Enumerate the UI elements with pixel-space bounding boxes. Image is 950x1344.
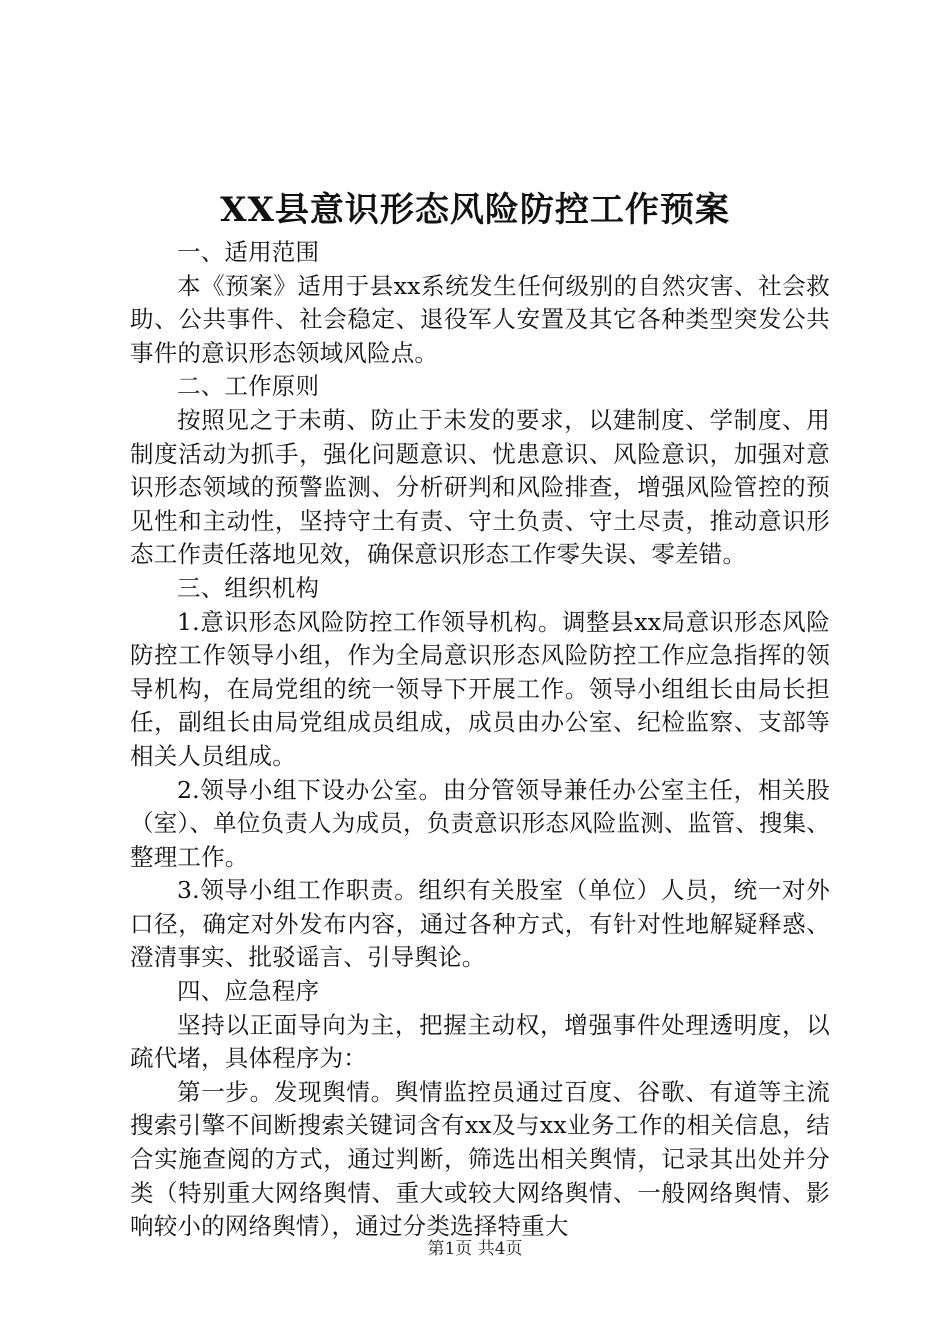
section-heading: 三、组织机构 <box>177 573 320 602</box>
paragraph: 3.领导小组工作职责。组织有关股室（单位）人员，统一对外口径，确定对外发布内容，通过各种方式，有针对性地解疑释惑、澄清事实、批驳谣言、引导舆论。 <box>130 876 830 972</box>
paragraph: 按照见之于未萌、防止于未发的要求，以建制度、学制度、用制度活动为抓手，强化问题意识、忧患意识、风险意识，加强对意识形态领域的预警监测、分析研判和风险排查，增强风险管控的预见性和主动性，坚持守土有责、守土负责、守土尽责，推动意识形态工作责任落地见效，确保意识形态工作零失误、零差错。 <box>130 405 830 569</box>
paragraph: 第一步。发现舆情。舆情监控员通过百度、谷歌、有道等主流搜索引擎不间断搜索关键词含有xx及与xx业务工作的相关信息，结合实施查阅的方式，通过判断，筛选出相关舆情，记录其出处并分类（特别重大网络舆情、重大或较大网络舆情、一般网络舆情、影响较小的网络舆情），通过分类选择特重大 <box>130 1077 830 1241</box>
paragraph: 2.领导小组下设办公室。由分管领导兼任办公室主任，相关股（室）、单位负责人为成员，负责意识形态风险监测、监管、搜集、整理工作。 <box>130 775 830 871</box>
paragraph: 坚持以正面导向为主，把握主动权，增强事件处理透明度，以疏代堵，具体程序为： <box>130 1010 830 1073</box>
section-heading: 一、适用范围 <box>177 238 320 266</box>
paragraph: 1.意识形态风险防控工作领导机构。调整县xx局意识形态风险防控工作领导小组，作为全局意识形态风险防控工作应急指挥的领导机构，在局党组的统一领导下开展工作。领导小组组长由局长担任，副组长由局党组成员组成，成员由办公室、纪检监察、支部等相关人员组成。 <box>130 607 830 770</box>
document-title: XX县意识形态风险防控工作预案 <box>220 190 730 230</box>
paragraph: 本《预案》适用于县xx系统发生任何级别的自然灾害、社会救助、公共事件、社会稳定、退役军人安置及其它各种类型突发公共事件的意识形态领域风险点。 <box>130 271 830 367</box>
section-heading: 四、应急程序 <box>177 977 320 1006</box>
document-body <box>130 236 830 1244</box>
section-heading: 二、工作原则 <box>177 372 320 401</box>
page-footer: 第1页 共4页 <box>427 1239 523 1259</box>
